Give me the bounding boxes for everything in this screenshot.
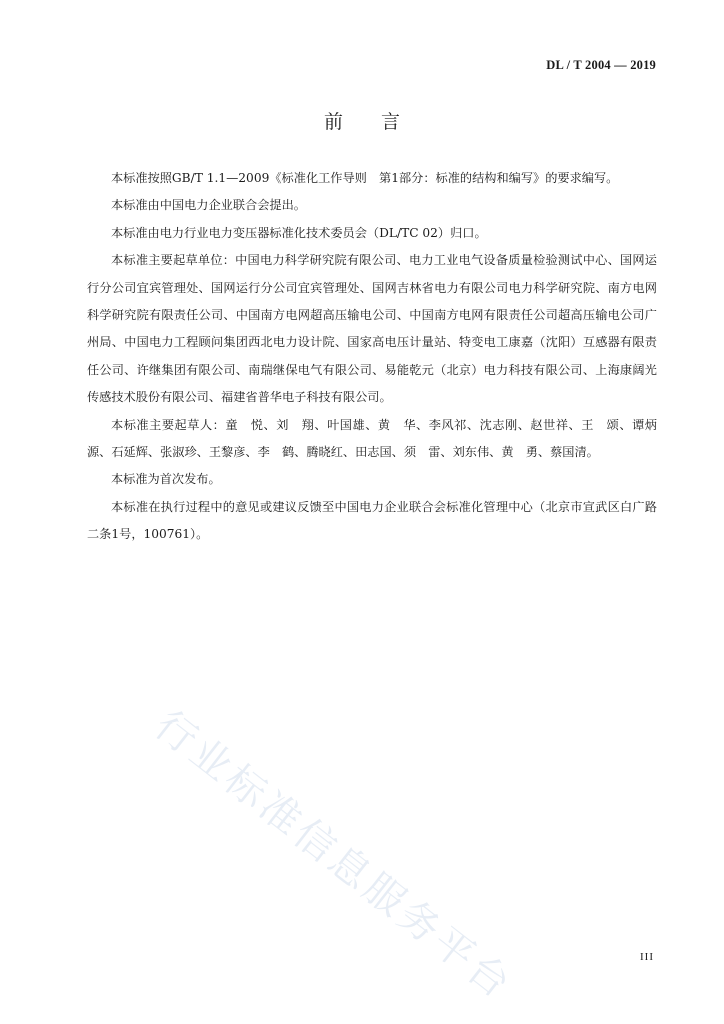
paragraph-responsible-committee: 本标准由电力行业电力变压器标准化技术委员会（DL/TC 02）归口。: [111, 225, 487, 240]
paragraph-proposer: 本标准由中国电力企业联合会提出。: [111, 198, 306, 213]
foreword-body: [87, 165, 657, 549]
watermark: 行业标准信息服务平台: [146, 702, 522, 1010]
paragraph-first-release: 本标准为首次发布。: [111, 472, 221, 487]
paragraph-drafters: 本标准主要起草人：童 悦、刘 翔、叶国雄、黄 华、李风祁、沈志刚、赵世祥、王 颂、谭炳源、石延辉、张淑珍、王黎彦、李 鹤、腾晓红、田志国、须 雷、刘东伟、黄 勇、蔡国清。: [87, 417, 657, 460]
paragraph-drafting-organizations: 本标准主要起草单位：中国电力科学研究院有限公司、电力工业电气设备质量检验测试中心、国网运行分公司宜宾管理处、国网运行分公司宜宾管理处、国网吉林省电力有限公司电力科学研究院、南方电网科学研究院有限责任公司、中国南方电网超高压输电公司、中国南方电网有限责任公司超高压输电公司广州局、中国电力工程顾问集团西北电力设计院、国家高电压计量站、特变电工康嘉（沈阳）互感器有限责任公司、许继集团有限公司、南瑞继保电气有限公司、易能乾元（北京）电力科技有限公司、上海康阔光传感技术股份有限公司、福建省普华电子科技有限公司。: [87, 253, 657, 405]
paragraph-drafting-rules: 本标准按照GB/T 1.1—2009《标准化工作导则 第1部分：标准的结构和编写》的要求编写。: [111, 171, 619, 185]
page-number: III: [640, 951, 654, 963]
standard-code: DL / T 2004 — 2019: [546, 58, 656, 72]
page-title: 前言: [323, 110, 438, 133]
paragraph-feedback: 本标准在执行过程中的意见或建议反馈至中国电力企业联合会标准化管理中心（北京市宣武区白广路二条1号，100761）。: [87, 499, 657, 542]
